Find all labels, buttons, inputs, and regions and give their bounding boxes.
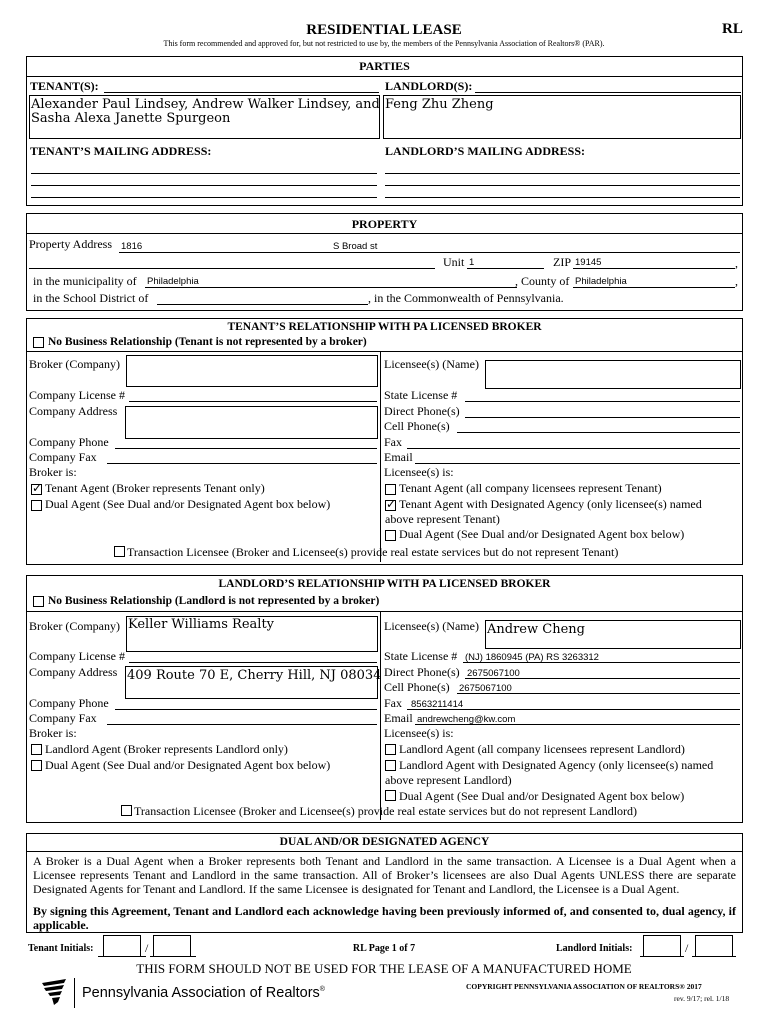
org-name: Pennsylvania Association of Realtors® bbox=[82, 985, 325, 1001]
tenant-licensee-is-label: Licensee(s) is: bbox=[384, 465, 454, 479]
landlord-licensee-dual-label: Dual Agent (See Dual and/or Designated Agent box below) bbox=[399, 789, 685, 803]
property-address-label: Property Address bbox=[29, 237, 112, 251]
tenant-mailing-line-1[interactable] bbox=[31, 173, 377, 174]
tenant-names-line2: Sasha Alexa Janette Spurgeon bbox=[31, 111, 231, 126]
landlord-name: Feng Zhu Zheng bbox=[385, 97, 494, 112]
tenant-broker-dual-checkbox[interactable] bbox=[31, 500, 42, 511]
landlord-broker-dual-label: Dual Agent (See Dual and/or Designated Agent box below) bbox=[45, 758, 331, 772]
tenant-mailing-line-2[interactable] bbox=[31, 185, 377, 186]
landlord-transaction-licensee-label: Transaction Licensee (Broker and Licensee(s) provide real estate services but do not represent Landlord) bbox=[134, 804, 638, 818]
landlord-mailing-line-3[interactable] bbox=[385, 197, 740, 198]
landlord-broker-section bbox=[26, 575, 743, 823]
tenant-no-relationship-label: No Business Relationship (Tenant is not represented by a broker) bbox=[48, 336, 367, 348]
tenant-broker-title: TENANT’S RELATIONSHIP WITH PA LICENSED BROKER bbox=[227, 321, 542, 333]
tenant-licensee-dual-label: Dual Agent (See Dual and/or Designated Agent box below) bbox=[399, 527, 685, 541]
tenant-licensee-agent-label: Tenant Agent (all company licensees represent Tenant) bbox=[399, 481, 662, 495]
landlord-company-fax-label: Company Fax bbox=[29, 711, 97, 725]
property-title: PROPERTY bbox=[351, 217, 418, 231]
form-code: RL bbox=[722, 21, 743, 37]
landlord-broker-agent-label: Landlord Agent (Broker represents Landlord only) bbox=[45, 742, 288, 756]
landlord-fax-label: Fax bbox=[384, 696, 402, 710]
tenant-cell-phone-label: Cell Phone(s) bbox=[384, 419, 450, 433]
parties-section bbox=[26, 56, 743, 206]
tenant-label: TENANT(S): bbox=[30, 79, 99, 93]
tenant-licensee-designated-checkbox[interactable] bbox=[385, 500, 396, 511]
zip-value: 19145 bbox=[575, 257, 602, 268]
landlord-label: LANDLORD(S): bbox=[385, 79, 473, 93]
landlord-direct-phone-value: 2675067100 bbox=[467, 668, 520, 679]
tenant-company-phone-label: Company Phone bbox=[29, 435, 109, 449]
copyright: COPYRIGHT PENNSYLVANIA ASSOCIATION OF REALTORS® 2017 bbox=[466, 982, 702, 991]
tenant-company-fax-field[interactable] bbox=[107, 463, 377, 464]
property-address-street: S Broad st bbox=[333, 241, 378, 252]
tenant-company-fax-label: Company Fax bbox=[29, 450, 97, 464]
landlord-state-license-value: (NJ) 1860945 (PA) RS 3263312 bbox=[465, 652, 599, 663]
zip-field[interactable] bbox=[573, 268, 735, 269]
property-section: PROPERTY Property Address 1816 S Broad st Unit 1 ZIP 19145 , in the municipality of Philadelphia , County of Philadelphia , in the School District of , in the Commonwealth of Pennsylvania. bbox=[26, 213, 743, 311]
par-logo-icon bbox=[40, 977, 70, 1007]
unit-label: Unit bbox=[443, 255, 465, 269]
tenant-licensee-designated-label: Tenant Agent with Designated Agency (only licensee(s) named bbox=[399, 497, 702, 511]
tenant-broker-section bbox=[26, 318, 743, 565]
landlord-licensee-field[interactable] bbox=[485, 620, 741, 649]
landlord-company-address-field[interactable] bbox=[125, 666, 382, 699]
tenant-company-license-label: Company License # bbox=[29, 388, 125, 402]
landlord-cell-phone-label: Cell Phone(s) bbox=[384, 680, 450, 694]
landlord-licensee-value: Andrew Cheng bbox=[487, 622, 585, 637]
landlord-broker-company-field[interactable] bbox=[126, 616, 378, 652]
landlord-initials-label: Landlord Initials: bbox=[556, 943, 633, 954]
tenant-company-address-field[interactable] bbox=[125, 406, 378, 439]
unit-value: 1 bbox=[469, 257, 475, 268]
municipality-label: in the municipality of bbox=[33, 274, 137, 288]
landlord-licensee-is-label: Licensee(s) is: bbox=[384, 726, 454, 740]
tenant-licensee-agent-checkbox[interactable] bbox=[385, 484, 396, 495]
landlord-licensee-designated-checkbox[interactable] bbox=[385, 760, 396, 771]
tenant-broker-company-label: Broker (Company) bbox=[29, 357, 120, 371]
landlord-licensee-dual-checkbox[interactable] bbox=[385, 790, 396, 801]
school-district-field[interactable] bbox=[157, 304, 368, 305]
landlord-licensee-designated-label-2: above represent Landlord) bbox=[385, 773, 512, 787]
zip-label: ZIP bbox=[553, 255, 571, 269]
landlord-company-license-field[interactable] bbox=[129, 662, 377, 663]
tenant-broker-agent-label: Tenant Agent (Broker represents Tenant only) bbox=[45, 481, 265, 495]
parties-title: PARTIES bbox=[359, 59, 410, 73]
landlord-company-phone-label: Company Phone bbox=[29, 696, 109, 710]
tenant-transaction-licensee-checkbox[interactable] bbox=[114, 546, 125, 557]
tenant-licensee-designated-label-2: above represent Tenant) bbox=[385, 512, 500, 526]
tenant-licensee-dual-checkbox[interactable] bbox=[385, 530, 396, 541]
landlord-broker-dual-checkbox[interactable] bbox=[31, 760, 42, 771]
dual-agency-section bbox=[26, 833, 743, 933]
landlord-broker-company-value: Keller Williams Realty bbox=[128, 617, 275, 632]
landlord-company-address-value: 409 Route 70 E, Cherry Hill, NJ 08034 bbox=[127, 668, 382, 683]
landlord-no-relationship-checkbox[interactable] bbox=[33, 596, 44, 607]
landlord-cell-phone-value: 2675067100 bbox=[459, 683, 512, 694]
property-address-number: 1816 bbox=[121, 241, 143, 252]
landlord-licensee-agent-checkbox[interactable] bbox=[385, 744, 396, 755]
landlord-company-fax-field[interactable] bbox=[107, 724, 377, 725]
page-number: RL Page 1 of 7 bbox=[352, 943, 416, 954]
landlord-company-address-label: Company Address bbox=[29, 665, 118, 679]
tenant-email-label: Email bbox=[384, 450, 413, 464]
landlord-broker-agent-checkbox[interactable] bbox=[31, 744, 42, 755]
manufactured-home-warning: THIS FORM SHOULD NOT BE USED FOR THE LEASE OF A MANUFACTURED HOME bbox=[136, 961, 632, 976]
landlord-initials-1-field[interactable] bbox=[643, 935, 681, 957]
landlord-company-license-label: Company License # bbox=[29, 649, 125, 663]
tenant-mailing-label: TENANT’S MAILING ADDRESS: bbox=[30, 144, 212, 158]
tenant-direct-phone-field[interactable] bbox=[465, 417, 740, 418]
tenant-state-license-label: State License # bbox=[384, 388, 458, 402]
tenant-company-license-field[interactable] bbox=[129, 401, 377, 402]
tenant-mailing-line-3[interactable] bbox=[31, 197, 377, 198]
landlord-fax-value: 8563211414 bbox=[411, 699, 464, 710]
landlord-no-relationship-label: No Business Relationship (Landlord is not represented by a broker) bbox=[48, 595, 380, 607]
tenant-cell-phone-field[interactable] bbox=[457, 432, 740, 433]
landlord-licensee-agent-label: Landlord Agent (all company licensees represent Landlord) bbox=[399, 742, 685, 756]
tenant-broker-agent-checkbox[interactable] bbox=[31, 484, 42, 495]
tenant-company-phone-field[interactable] bbox=[115, 448, 377, 449]
revision: rev. 9/17; rel. 1/18 bbox=[674, 994, 730, 1003]
form-subtitle: This form recommended and approved for, but not restricted to use by, the members of the Pennsylvania Association of Realtors® (PAR). bbox=[163, 39, 605, 48]
municipality-field[interactable] bbox=[145, 287, 517, 288]
county-field[interactable] bbox=[573, 287, 735, 288]
tenant-licensee-field[interactable] bbox=[485, 360, 741, 389]
tenant-names-line1: Alexander Paul Lindsey, Andrew Walker Lindsey, and bbox=[31, 97, 380, 112]
landlord-broker-company-label: Broker (Company) bbox=[29, 619, 120, 633]
landlord-broker-is-label: Broker is: bbox=[29, 726, 77, 740]
tenant-initials-label: Tenant Initials: bbox=[28, 943, 94, 954]
commonwealth-text: , in the Commonwealth of Pennsylvania. bbox=[368, 291, 564, 305]
landlord-transaction-licensee-checkbox[interactable] bbox=[121, 805, 132, 816]
school-district-label: in the School District of bbox=[33, 291, 149, 305]
landlord-email-value: andrewcheng@kw.com bbox=[417, 714, 516, 725]
tenant-state-license-field[interactable] bbox=[465, 401, 740, 402]
tenant-email-field[interactable] bbox=[415, 463, 740, 464]
tenant-fax-field[interactable] bbox=[407, 448, 740, 449]
landlord-email-label: Email bbox=[384, 711, 413, 725]
landlord-broker-title: LANDLORD’S RELATIONSHIP WITH PA LICENSED BROKER bbox=[218, 578, 551, 590]
landlord-mailing-line-1[interactable] bbox=[385, 173, 740, 174]
landlord-company-phone-field[interactable] bbox=[115, 709, 377, 710]
landlord-initials-2-field[interactable] bbox=[695, 935, 733, 957]
dual-agency-acknowledgement: By signing this Agreement, Tenant and Landlord each acknowledge having been previously informed of, and consented to, dual agency, if applicable. bbox=[33, 904, 736, 932]
tenant-transaction-licensee-label: Transaction Licensee (Broker and Licensee(s) provide real estate services but do not represent Tenant) bbox=[127, 545, 619, 559]
tenant-broker-is-label: Broker is: bbox=[29, 465, 77, 479]
landlord-licensee-label: Licensee(s) (Name) bbox=[384, 619, 479, 633]
tenant-fax-label: Fax bbox=[384, 435, 402, 449]
landlord-direct-phone-label: Direct Phone(s) bbox=[384, 665, 460, 679]
tenant-broker-company-field[interactable] bbox=[126, 355, 378, 387]
unit-field[interactable] bbox=[467, 268, 544, 269]
tenant-licensee-label: Licensee(s) (Name) bbox=[384, 357, 479, 371]
municipality-value: Philadelphia bbox=[147, 276, 199, 287]
form-title: RESIDENTIAL LEASE bbox=[306, 22, 462, 38]
landlord-mailing-line-2[interactable] bbox=[385, 185, 740, 186]
property-address-field[interactable] bbox=[119, 252, 740, 253]
tenant-broker-dual-label: Dual Agent (See Dual and/or Designated Agent box below) bbox=[45, 497, 331, 511]
tenant-company-address-label: Company Address bbox=[29, 404, 118, 418]
landlord-licensee-designated-label: Landlord Agent with Designated Agency (only licensee(s) named bbox=[399, 758, 714, 772]
county-label: , County of bbox=[515, 274, 570, 288]
tenant-no-relationship-checkbox[interactable] bbox=[33, 337, 44, 348]
tenant-names-field[interactable] bbox=[29, 95, 380, 139]
dual-agency-title: DUAL AND/OR DESIGNATED AGENCY bbox=[279, 836, 490, 848]
tenant-direct-phone-label: Direct Phone(s) bbox=[384, 404, 460, 418]
county-value: Philadelphia bbox=[575, 276, 627, 287]
landlord-names-field[interactable] bbox=[383, 95, 741, 139]
landlord-mailing-label: LANDLORD’S MAILING ADDRESS: bbox=[385, 144, 586, 158]
dual-agency-paragraph: A Broker is a Dual Agent when a Broker represents both Tenant and Landlord in the same transaction. A Licensee is a Dual Agent when a Licensee represents Tenant and Landlord in the same transaction. All of Broker’s licensees are also Dual Agents UNLESS there are separate Designated Agents for Tenant and Landlord. If the same Licensee is designated for Tenant and Landlord, the Licensee is a Dual Agent. bbox=[33, 854, 736, 896]
landlord-state-license-label: State License # bbox=[384, 649, 458, 663]
